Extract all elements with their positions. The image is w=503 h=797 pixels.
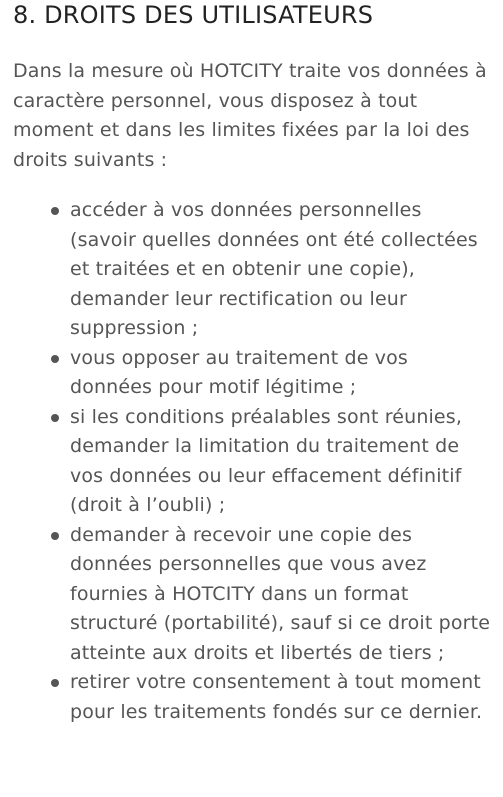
list-item: [0, 668, 503, 727]
list-item: [0, 344, 503, 403]
bullet-icon: [51, 414, 59, 422]
intro-paragraph: Dans la mesure où HOTCITY traite vos données à caractère personnel, vous disposez à tout moment et dans les limites fixées par la loi des droits suivants :: [13, 60, 487, 171]
list-item-text: demander à recevoir une copie des données personnelles que vous avez fournies à HOTCITY dans un format structuré (portabilité), sauf si ce droit porte atteinte aux droits et libertés de tiers ;: [70, 523, 491, 664]
list-item-text: vous opposer au traitement de vos données pour motif légitime ;: [70, 346, 408, 398]
list-item: [0, 521, 503, 669]
bullet-icon: [51, 207, 59, 215]
list-item: [0, 403, 503, 521]
bullet-icon: [51, 532, 59, 540]
list-item-text: si les conditions préalables sont réunies, demander la limitation du traitement de vos données ou leur effacement définitif (droit à l’oubli) ;: [70, 405, 463, 516]
list-item-text: accéder à vos données personnelles (savoir quelles données ont été collectées et traitées et en obtenir une copie), demander leur rectification ou leur suppression ;: [70, 199, 478, 339]
bullet-icon: [51, 355, 59, 363]
section-title: 8. DROITS DES UTILISATEURS: [13, 1, 374, 29]
bullet-icon: [51, 679, 59, 687]
list-item: [0, 196, 503, 344]
list-item-text: retirer votre consentement à tout moment pour les traitements fondés sur ce dernier.: [70, 671, 483, 723]
user-rights-list: [0, 196, 503, 727]
